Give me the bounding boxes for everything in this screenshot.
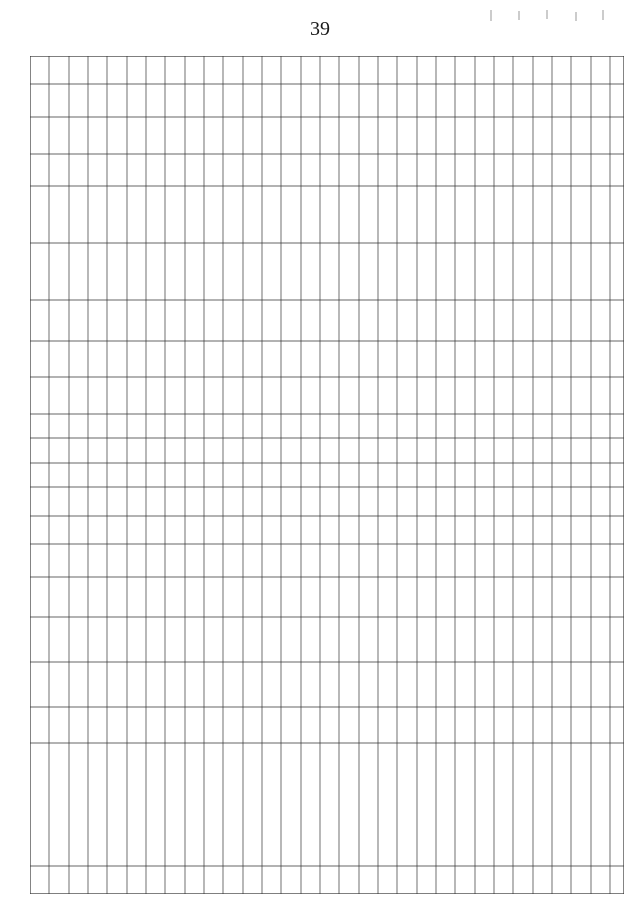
scan-edge-marks <box>485 8 625 24</box>
table-grid <box>30 56 624 894</box>
page-number: 39 <box>310 18 330 40</box>
rotated-table <box>30 56 624 894</box>
